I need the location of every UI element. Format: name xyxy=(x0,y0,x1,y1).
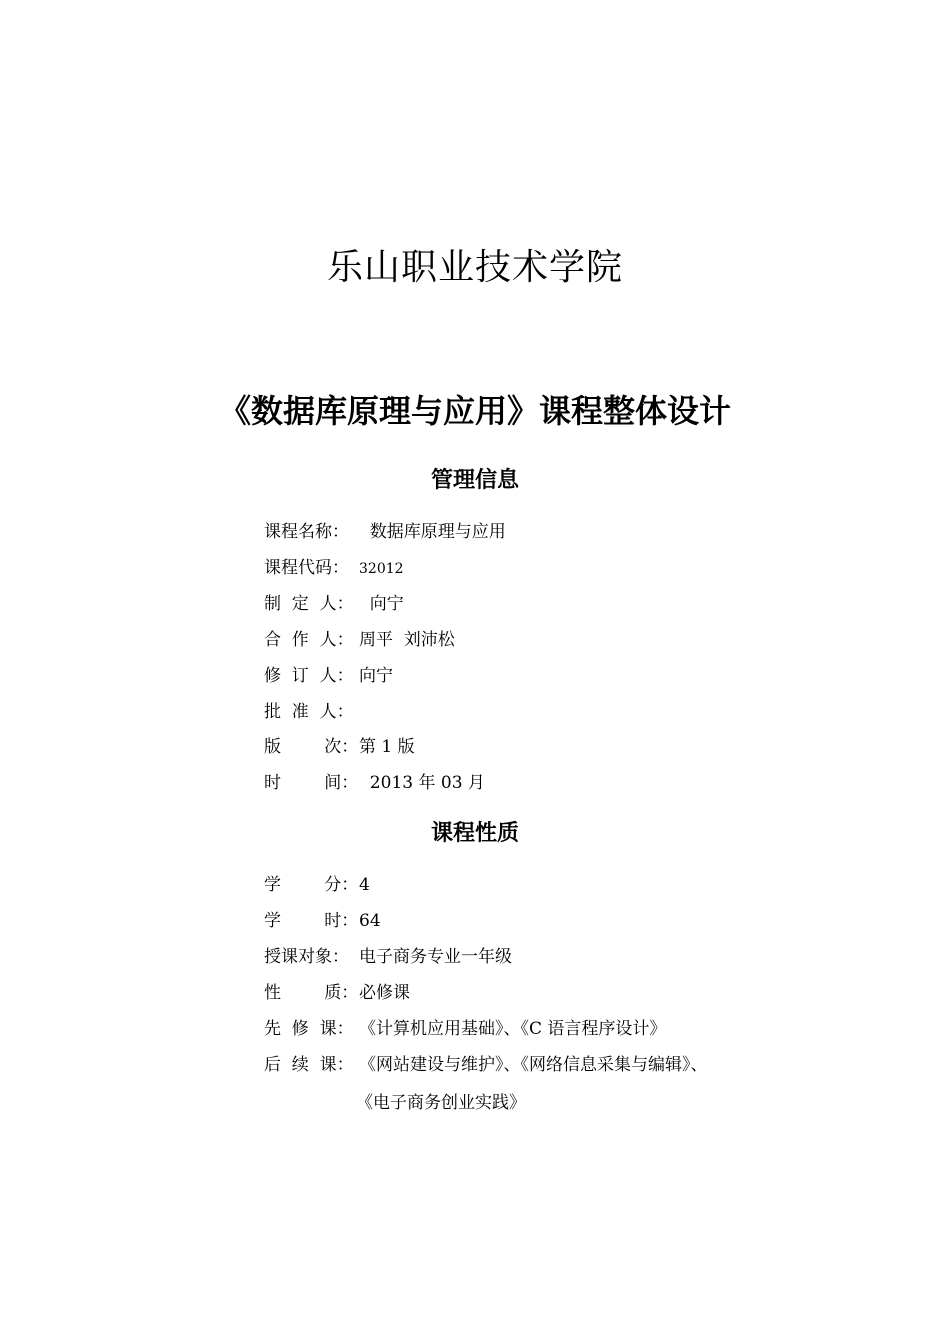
field-label: 性 质： xyxy=(264,983,359,1003)
field-prerequisites xyxy=(264,1015,666,1043)
field-follow-up-courses xyxy=(264,1051,708,1079)
field-author xyxy=(264,590,404,618)
field-course-name xyxy=(264,518,506,546)
field-label: 先 修 课： xyxy=(264,1019,354,1039)
nature-heading: 课程性质 xyxy=(430,821,519,846)
field-value: 第 1 版 xyxy=(359,737,415,757)
follow-up-courses-continuation: 《电子商务创业实践》 xyxy=(356,1093,526,1113)
management-heading: 管理信息 xyxy=(430,468,519,493)
course-title: 《数据库原理与应用》课程整体设计 xyxy=(218,392,731,430)
field-label: 课程名称： xyxy=(264,522,349,542)
field-nature xyxy=(264,979,410,1007)
field-label: 后 续 课： xyxy=(264,1055,354,1075)
field-date xyxy=(264,769,485,797)
field-value: 《计算机应用基础》、《C 语言程序设计》 xyxy=(359,1019,667,1039)
field-value: 向宁 xyxy=(359,666,393,686)
field-reviser xyxy=(264,662,393,690)
field-course-code xyxy=(264,554,404,582)
field-label: 版 次： xyxy=(264,737,359,757)
field-label: 合 作 人： xyxy=(264,630,354,650)
field-value: 《网站建设与维护》、《网络信息采集与编辑》、 xyxy=(359,1055,708,1075)
field-edition xyxy=(264,733,415,761)
field-label: 制 定 人： xyxy=(264,594,354,614)
field-label: 学 分： xyxy=(264,875,359,895)
field-label: 修 订 人： xyxy=(264,666,354,686)
field-label: 授课对象： xyxy=(264,947,349,967)
field-label: 时 间： xyxy=(264,773,359,793)
school-name: 乐山职业技术学院 xyxy=(326,247,623,288)
field-value: 必修课 xyxy=(359,983,410,1003)
field-label: 批 准 人： xyxy=(264,702,354,722)
field-collaborators xyxy=(264,626,455,654)
field-value: 4 xyxy=(359,875,370,895)
field-approver xyxy=(264,698,359,726)
field-value: 数据库原理与应用 xyxy=(359,522,506,542)
field-value: 32012 xyxy=(359,561,404,577)
field-value: 2013 年 03 月 xyxy=(359,773,485,793)
field-audience xyxy=(264,943,512,971)
field-value: 电子商务专业一年级 xyxy=(359,947,512,967)
field-credits xyxy=(264,871,370,899)
field-hours xyxy=(264,907,381,935)
field-label: 学 时： xyxy=(264,911,359,931)
field-value: 周平 刘沛松 xyxy=(359,630,455,650)
field-value: 向宁 xyxy=(359,594,404,614)
field-value: 64 xyxy=(359,911,381,931)
field-label: 课程代码： xyxy=(264,558,349,578)
